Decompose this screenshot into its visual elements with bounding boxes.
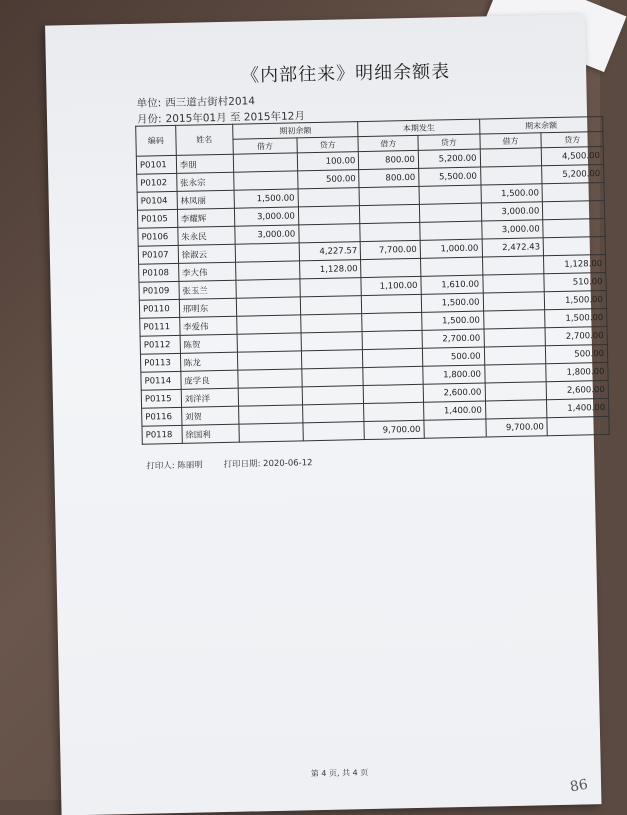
- cell-current-credit: [420, 221, 482, 240]
- period-label: 月份:: [136, 113, 162, 126]
- ledger-page: [45, 14, 606, 815]
- header-current-credit: 贷方: [418, 134, 480, 150]
- cell-closing-credit: 1,800.00: [546, 362, 608, 381]
- cell-closing-debit: [480, 148, 542, 167]
- header-closing-credit: 贷方: [541, 131, 603, 147]
- cell-current-credit: 5,500.00: [419, 167, 481, 186]
- cell-name: 朱永民: [177, 226, 235, 245]
- cell-closing-debit: [483, 292, 545, 311]
- cell-opening-debit: 3,000.00: [234, 207, 298, 226]
- cell-closing-credit: 1,400.00: [547, 398, 609, 417]
- print-date-text: 打印日期: 2020-06-12: [223, 458, 313, 471]
- cell-current-credit: [419, 203, 481, 222]
- cell-opening-credit: [301, 350, 363, 369]
- cell-opening-credit: [299, 224, 361, 243]
- cell-current-debit: [364, 384, 424, 403]
- cell-code: P0118: [142, 425, 182, 444]
- cell-opening-debit: [233, 153, 297, 172]
- cell-current-debit: [362, 330, 422, 349]
- cell-closing-credit: [542, 182, 604, 201]
- cell-closing-credit: 4,500.00: [541, 146, 603, 165]
- unit-value: 西三道古街村2014: [165, 95, 256, 110]
- balance-table: [135, 116, 610, 445]
- cell-current-debit: [362, 294, 422, 313]
- unit-line: [137, 93, 256, 110]
- cell-closing-debit: [482, 256, 544, 275]
- cell-current-debit: [363, 366, 423, 385]
- header-current: 本期发生: [358, 119, 479, 137]
- cell-current-debit: 800.00: [359, 150, 419, 169]
- header-opening-debit: 借方: [233, 138, 297, 154]
- cell-opening-debit: [236, 297, 300, 316]
- header-closing: 期末余额: [479, 116, 603, 134]
- cell-opening-credit: [302, 386, 364, 405]
- cell-opening-debit: [235, 243, 299, 262]
- cell-code: P0101: [136, 155, 176, 174]
- cell-opening-credit: 100.00: [297, 152, 359, 171]
- cell-closing-debit: [485, 400, 547, 419]
- cell-opening-credit: [300, 278, 362, 297]
- cell-opening-debit: [237, 333, 301, 352]
- cell-name: 陈龙: [180, 352, 238, 371]
- cell-current-credit: [424, 419, 486, 438]
- cell-code: P0113: [140, 353, 180, 372]
- cell-code: P0115: [141, 389, 181, 408]
- cell-name: 李耀辉: [177, 208, 235, 227]
- cell-closing-debit: 3,000.00: [481, 202, 543, 221]
- cell-opening-credit: [300, 296, 362, 315]
- cell-current-debit: [362, 312, 422, 331]
- cell-code: P0109: [139, 281, 179, 300]
- cell-current-credit: 2,600.00: [423, 383, 485, 402]
- cell-current-credit: 500.00: [422, 347, 484, 366]
- cell-closing-debit: [482, 274, 544, 293]
- handwritten-mark: 86: [568, 776, 590, 796]
- header-opening: 期初余额: [233, 122, 359, 140]
- header-code: 编码: [136, 125, 176, 156]
- table-body: [136, 146, 609, 444]
- cell-closing-credit: 2,700.00: [545, 326, 607, 345]
- cell-current-debit: 9,700.00: [364, 420, 424, 439]
- cell-current-debit: 800.00: [359, 168, 419, 187]
- cell-closing-credit: [543, 236, 605, 255]
- cell-current-credit: 1,000.00: [420, 239, 482, 258]
- cell-code: P0102: [137, 173, 177, 192]
- cell-code: P0107: [138, 245, 178, 264]
- cell-closing-debit: 3,000.00: [481, 220, 543, 239]
- cell-opening-debit: 3,000.00: [235, 225, 299, 244]
- cell-closing-credit: 1,500.00: [545, 308, 607, 327]
- cell-code: P0116: [142, 407, 182, 426]
- cell-name: 李大伟: [178, 262, 236, 281]
- cell-opening-credit: [302, 404, 364, 423]
- cell-opening-debit: [237, 315, 301, 334]
- cell-code: P0104: [137, 191, 177, 210]
- cell-current-debit: [360, 204, 420, 223]
- cell-closing-debit: [484, 364, 546, 383]
- cell-closing-credit: 500.00: [546, 344, 608, 363]
- cell-opening-credit: [301, 332, 363, 351]
- cell-opening-credit: 4,227.57: [299, 242, 361, 261]
- header-closing-debit: 借方: [480, 133, 542, 149]
- cell-closing-credit: [543, 200, 605, 219]
- cell-current-credit: 5,200.00: [418, 149, 480, 168]
- cell-closing-debit: [485, 382, 547, 401]
- cell-name: 徐淑云: [178, 244, 236, 263]
- header-name: 姓名: [175, 124, 233, 155]
- cell-current-debit: [359, 186, 419, 205]
- cell-name: 刘洋洋: [181, 388, 239, 407]
- unit-label: 单位:: [136, 97, 162, 110]
- cell-name: 邢明东: [179, 298, 237, 317]
- period-value: 2015年01月 至 2015年12月: [165, 110, 306, 126]
- page-number: 第 4 页, 共 4 页: [310, 768, 369, 779]
- cell-name: 庞学良: [180, 370, 238, 389]
- cell-closing-credit: 5,200.00: [542, 164, 604, 183]
- cell-name: 陈贺: [180, 334, 238, 353]
- cell-opening-credit: [298, 206, 360, 225]
- cell-closing-debit: [480, 166, 542, 185]
- cell-opening-debit: [237, 351, 301, 370]
- cell-code: P0112: [140, 335, 180, 354]
- cell-current-debit: [361, 258, 421, 277]
- cell-opening-debit: [238, 369, 302, 388]
- header-current-debit: 借方: [358, 135, 418, 151]
- cell-opening-credit: [300, 314, 362, 333]
- cell-current-debit: [363, 348, 423, 367]
- cell-current-debit: [360, 222, 420, 241]
- page-title: 《内部往来》明细余额表: [240, 61, 451, 87]
- printer-text: 打印人: 陈丽明: [146, 460, 203, 472]
- cell-opening-debit: [239, 423, 303, 442]
- cell-name: 徐国利: [182, 424, 240, 443]
- cell-current-credit: 1,500.00: [421, 293, 483, 312]
- cell-opening-credit: 500.00: [297, 170, 359, 189]
- cell-closing-debit: [484, 328, 546, 347]
- cell-current-credit: 1,500.00: [422, 311, 484, 330]
- cell-code: P0111: [140, 317, 180, 336]
- cell-closing-debit: 1,500.00: [481, 184, 543, 203]
- cell-current-debit: 1,100.00: [361, 276, 421, 295]
- cell-current-credit: 1,400.00: [423, 401, 485, 420]
- cell-opening-credit: 1,128.00: [299, 260, 361, 279]
- cell-closing-debit: 2,472.43: [482, 238, 544, 257]
- cell-opening-debit: 1,500.00: [234, 189, 298, 208]
- cell-code: P0110: [139, 299, 179, 318]
- cell-closing-credit: 2,600.00: [546, 380, 608, 399]
- cell-current-credit: [419, 185, 481, 204]
- cell-current-credit: 1,610.00: [421, 275, 483, 294]
- cell-opening-debit: [235, 261, 299, 280]
- cell-opening-debit: [238, 405, 302, 424]
- cell-name: 林凤丽: [177, 190, 235, 209]
- cell-opening-credit: [303, 422, 365, 441]
- cell-current-credit: 2,700.00: [422, 329, 484, 348]
- cell-opening-debit: [234, 171, 298, 190]
- print-info: [146, 456, 330, 472]
- cell-opening-credit: [298, 188, 360, 207]
- cell-closing-debit: [484, 346, 546, 365]
- cell-opening-debit: [236, 279, 300, 298]
- cell-closing-credit: [547, 416, 609, 435]
- cell-code: P0108: [139, 263, 179, 282]
- cell-closing-credit: 1,128.00: [544, 254, 606, 273]
- cell-current-credit: [420, 257, 482, 276]
- cell-closing-credit: 1,500.00: [545, 290, 607, 309]
- cell-closing-debit: [483, 310, 545, 329]
- cell-name: 张玉兰: [179, 280, 237, 299]
- cell-current-debit: [364, 402, 424, 421]
- header-opening-credit: 贷方: [297, 137, 359, 153]
- cell-name: 刘贺: [181, 406, 239, 425]
- cell-closing-debit: 9,700.00: [485, 418, 547, 437]
- cell-closing-credit: 510.00: [544, 272, 606, 291]
- cell-code: P0105: [137, 209, 177, 228]
- cell-opening-debit: [238, 387, 302, 406]
- cell-name: 李爱伟: [179, 316, 237, 335]
- cell-current-debit: 7,700.00: [361, 240, 421, 259]
- cell-code: P0114: [141, 371, 181, 390]
- cell-name: 张永宗: [176, 172, 234, 191]
- cell-current-credit: 1,800.00: [423, 365, 485, 384]
- cell-opening-credit: [302, 368, 364, 387]
- cell-code: P0106: [138, 227, 178, 246]
- cell-name: 李朋: [176, 154, 234, 173]
- cell-closing-credit: [543, 218, 605, 237]
